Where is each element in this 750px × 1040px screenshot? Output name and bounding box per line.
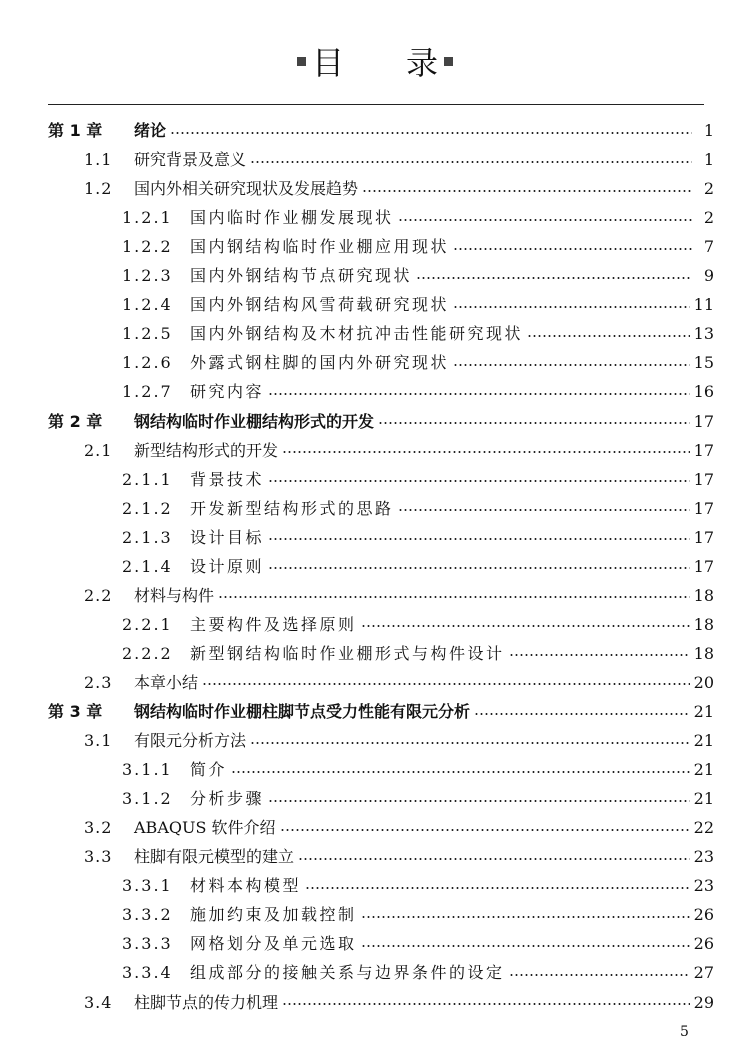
toc-entry-number: 2.1.1: [122, 469, 173, 489]
dot-leader: [268, 480, 690, 482]
dot-leader: [218, 596, 690, 598]
toc-entry-number: 3.4: [84, 992, 113, 1012]
page-title: [0, 38, 750, 84]
toc-entry-label: 施加约束及加载控制: [190, 905, 357, 925]
toc-entry-label: 柱脚节点的传力机理: [134, 992, 279, 1012]
toc-entry-number: 1.2.7: [122, 382, 173, 402]
toc-entry-label: 国内外相关研究现状及发展趋势: [134, 179, 359, 199]
toc-entry-page: 21: [693, 702, 714, 721]
page-number: 5: [680, 1024, 689, 1040]
dot-leader: [305, 887, 690, 889]
toc-entry-page: 27: [693, 963, 714, 983]
toc-entry-number: 3.1: [84, 731, 113, 751]
toc-entry-number: 1.2.2: [122, 237, 173, 257]
toc-entry-label: 国内外钢结构节点研究现状: [190, 266, 413, 286]
dot-leader: [416, 277, 692, 279]
toc-entry-level-2[interactable]: [48, 842, 714, 871]
toc-entry-label: 主要构件及选择原则: [190, 614, 357, 634]
dot-leader: [361, 625, 690, 627]
toc-entry-label: 背景技术: [190, 469, 265, 489]
dot-leader: [398, 219, 692, 221]
title-char-2: 录: [406, 44, 439, 82]
toc-entry-label: 设计原则: [190, 556, 265, 576]
toc-entry-number: 3.1.1: [122, 760, 173, 780]
toc-entry-label: 钢结构临时作业棚结构形式的开发: [134, 411, 375, 431]
square-bullet-icon: [444, 57, 453, 66]
toc-entry-number: 2.2: [84, 585, 113, 605]
toc-entry-label: 设计目标: [190, 527, 265, 547]
toc-entry-page: 23: [693, 847, 714, 867]
toc-entry-page: 18: [693, 585, 714, 605]
title-divider: [48, 104, 704, 105]
dot-leader: [474, 713, 690, 715]
square-bullet-icon: [297, 57, 306, 66]
toc-entry-number: 2.1.4: [122, 556, 173, 576]
dot-leader: [268, 800, 690, 802]
toc-entry-level-3[interactable]: [48, 639, 714, 668]
toc-entry-page: 11: [693, 295, 714, 315]
toc-entry-page: 13: [693, 324, 714, 344]
toc-entry-label: 新型结构形式的开发: [134, 440, 279, 460]
dot-leader: [202, 683, 690, 685]
toc-entry-number: 第 3 章: [48, 702, 103, 721]
toc-entry-level-3[interactable]: [48, 784, 714, 813]
dot-leader: [282, 451, 690, 453]
toc-entry-level-2[interactable]: [48, 581, 714, 610]
toc-entry-page: 1: [703, 150, 714, 170]
toc-entry-label: 国内钢结构临时作业棚应用现状: [190, 237, 450, 257]
toc-entry-label: 钢结构临时作业棚柱脚节点受力性能有限元分析: [134, 702, 471, 721]
toc-entry-page: 29: [693, 992, 714, 1012]
toc-entry-number: 3.3.4: [122, 963, 173, 983]
dot-leader: [170, 132, 692, 134]
toc-entry-level-3[interactable]: [48, 203, 714, 232]
toc-entry-number: 1.2.5: [122, 324, 173, 344]
toc-entry-page: 23: [693, 876, 714, 896]
title-char-1: 目: [311, 44, 344, 82]
toc-entry-label: 分析步骤: [190, 789, 265, 809]
dot-leader: [453, 364, 690, 366]
dot-leader: [362, 190, 692, 192]
toc-entry-number: 3.3: [84, 847, 113, 867]
toc-entry-level-3[interactable]: [48, 465, 714, 494]
toc-entry-level-3[interactable]: [48, 610, 714, 639]
dot-leader: [268, 567, 690, 569]
toc-entry-page: 7: [703, 237, 714, 257]
toc-entry-level-1[interactable]: [48, 407, 714, 436]
dot-leader: [509, 654, 690, 656]
toc-entry-number: 1.1: [84, 150, 113, 170]
toc-entry-page: 2: [703, 208, 714, 228]
dot-leader: [298, 858, 690, 860]
toc-entry-number: 1.2.4: [122, 295, 173, 315]
toc-entry-page: 18: [693, 643, 714, 663]
toc-entry-label: 简介: [190, 760, 228, 780]
toc-entry-label: 开发新型结构形式的思路: [190, 498, 394, 518]
toc-entry-label: 新型钢结构临时作业棚形式与构件设计: [190, 643, 505, 663]
toc-entry-level-3[interactable]: [48, 377, 714, 406]
toc-entry-number: 2.3: [84, 672, 113, 692]
dot-leader: [280, 829, 690, 831]
dot-leader: [378, 422, 690, 424]
dot-leader: [527, 335, 690, 337]
toc-entry-number: 2.2.2: [122, 643, 173, 663]
toc-entry-label: 外露式钢柱脚的国内外研究现状: [190, 353, 450, 373]
toc-entry-number: 1.2: [84, 179, 113, 199]
toc-entry-label: ABAQUS 软件介绍: [134, 818, 276, 838]
toc-entry-page: 21: [693, 760, 714, 780]
dot-leader: [453, 248, 692, 250]
toc-entry-level-2[interactable]: [48, 174, 714, 203]
toc-entry-number: 3.2: [84, 818, 113, 838]
dot-leader: [361, 916, 690, 918]
toc-entry-label: 研究内容: [190, 382, 265, 402]
toc-entry-number: 3.3.2: [122, 905, 173, 925]
toc-entry-page: 9: [703, 266, 714, 286]
toc-entry-level-3[interactable]: [48, 755, 714, 784]
toc-entry-label: 绪论: [134, 121, 167, 140]
toc-entry-page: 1: [703, 121, 714, 140]
toc-entry-level-3[interactable]: [48, 348, 714, 377]
toc-entry-page: 17: [693, 411, 714, 431]
dot-leader: [282, 1003, 690, 1005]
toc-entry-page: 17: [693, 440, 714, 460]
toc-entry-number: 1.2.6: [122, 353, 173, 373]
toc-entry-level-3[interactable]: [48, 871, 714, 900]
toc-entry-level-3[interactable]: [48, 523, 714, 552]
toc-entry-number: 1.2.1: [122, 208, 173, 228]
toc-entry-page: 2: [703, 179, 714, 199]
toc-entry-page: 22: [693, 818, 714, 838]
toc-entry-label: 本章小结: [134, 672, 199, 692]
toc-entry-level-2[interactable]: [48, 668, 714, 697]
toc-entry-level-3[interactable]: [48, 319, 714, 348]
toc-entry-page: 21: [693, 731, 714, 751]
toc-entry-number: 3.1.2: [122, 789, 173, 809]
toc-entry-label: 国内外钢结构及木材抗冲击性能研究现状: [190, 324, 524, 344]
toc-entry-level-3[interactable]: [48, 290, 714, 319]
toc-entry-label: 国内外钢结构风雪荷载研究现状: [190, 295, 450, 315]
toc-entry-number: 第 2 章: [48, 411, 103, 431]
toc-entry-page: 17: [693, 498, 714, 518]
dot-leader: [509, 974, 690, 976]
toc-entry-label: 材料本构模型: [190, 876, 302, 896]
dot-leader: [268, 393, 690, 395]
toc-entry-page: 17: [693, 556, 714, 576]
toc-entry-label: 柱脚有限元模型的建立: [134, 847, 295, 867]
dot-leader: [231, 771, 690, 773]
dot-leader: [250, 742, 690, 744]
toc-entry-page: 20: [693, 672, 714, 692]
toc-entry-page: 26: [693, 905, 714, 925]
toc-entry-page: 21: [693, 789, 714, 809]
toc-entry-label: 网格划分及单元选取: [190, 934, 357, 954]
toc-entry-page: 26: [693, 934, 714, 954]
dot-leader: [361, 945, 690, 947]
toc-entry-level-2[interactable]: [48, 813, 714, 842]
toc-entry-label: 有限元分析方法: [134, 731, 247, 751]
toc-entry-level-2[interactable]: [48, 988, 714, 1017]
toc-entry-level-3[interactable]: [48, 900, 714, 929]
toc-entry-level-2[interactable]: [48, 145, 714, 174]
toc-entry-level-3[interactable]: [48, 552, 714, 581]
toc-entry-number: 2.1.3: [122, 527, 173, 547]
toc-entry-number: 3.3.3: [122, 934, 173, 954]
toc-entry-page: 18: [693, 614, 714, 634]
toc-entry-level-3[interactable]: [48, 929, 714, 958]
toc-entry-number: 第 1 章: [48, 121, 103, 140]
toc-entry-number: 2.2.1: [122, 614, 173, 634]
toc-entry-level-3[interactable]: [48, 261, 714, 290]
toc-entry-level-1[interactable]: [48, 697, 714, 726]
toc-entry-number: 2.1.2: [122, 498, 173, 518]
toc-entry-level-3[interactable]: [48, 494, 714, 523]
toc-entry-page: 17: [693, 527, 714, 547]
toc-entry-level-1[interactable]: [48, 116, 714, 145]
toc-entry-label: 材料与构件: [134, 585, 215, 605]
toc-entry-level-2[interactable]: [48, 726, 714, 755]
dot-leader: [250, 161, 692, 163]
toc-entry-label: 研究背景及意义: [134, 150, 247, 170]
toc-entry-number: 3.3.1: [122, 876, 173, 896]
toc-entry-number: 1.2.3: [122, 266, 173, 286]
toc-entry-page: 17: [693, 469, 714, 489]
dot-leader: [398, 509, 690, 511]
toc-entry-number: 2.1: [84, 440, 113, 460]
dot-leader: [453, 306, 690, 308]
toc-entry-level-3[interactable]: [48, 232, 714, 261]
dot-leader: [268, 538, 690, 540]
toc-entry-page: 16: [693, 382, 714, 402]
toc-entry-level-2[interactable]: [48, 436, 714, 465]
toc-entry-label: 组成部分的接触关系与边界条件的设定: [190, 963, 505, 983]
toc-entry-label: 国内临时作业棚发展现状: [190, 208, 394, 228]
toc-entry-page: 15: [693, 353, 714, 373]
toc-entry-level-3[interactable]: [48, 958, 714, 987]
